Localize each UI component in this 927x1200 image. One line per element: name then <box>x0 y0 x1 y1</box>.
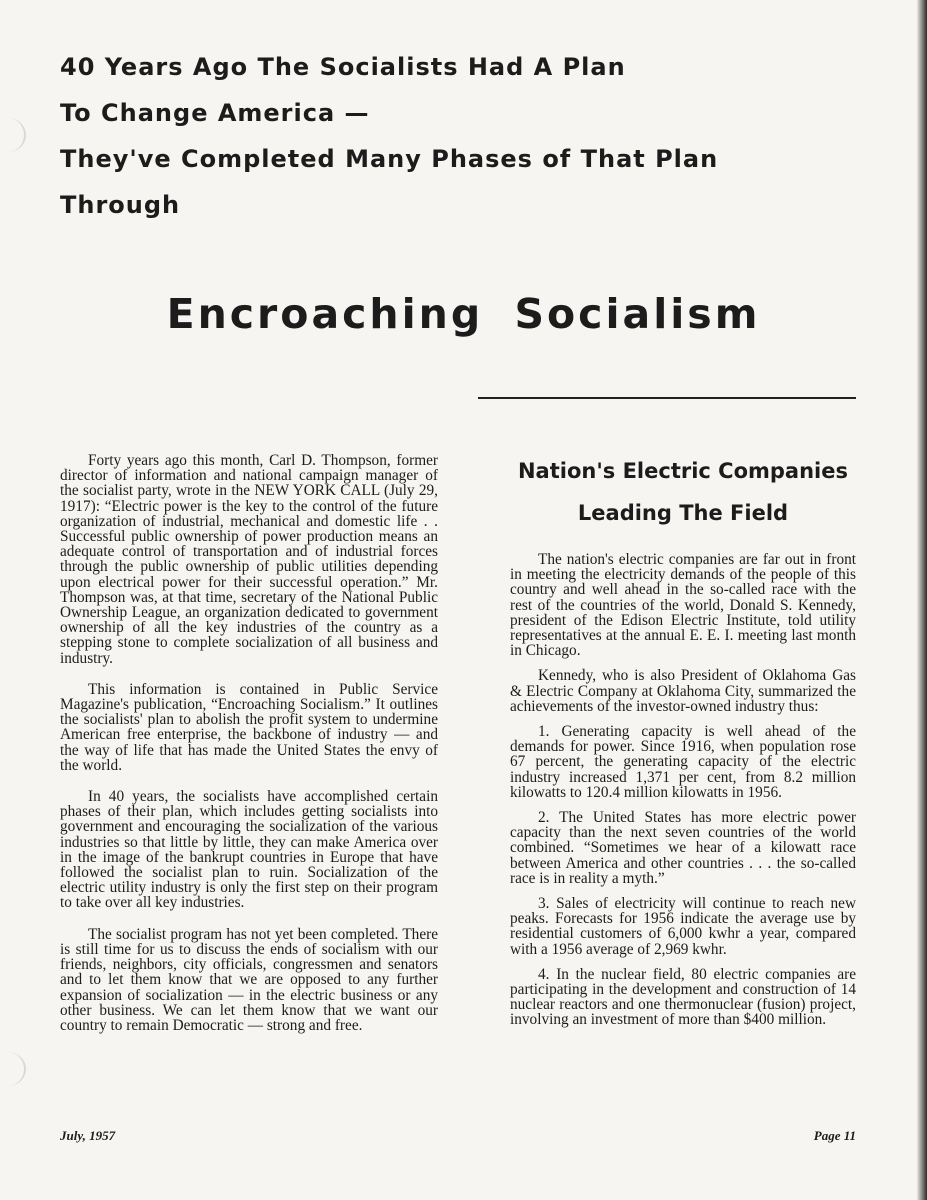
paragraph: This information is contained in Public Service Magazine's publication, “Encroaching Socialism.” It outlines the socialists' plan to abolish the profit system to undermine American free enterprise, the backbone of industry — and the way of life that has made the United States the envy of the world. <box>60 680 438 774</box>
paragraph: Forty years ago this month, Carl D. Thompson, former director of information and national campaign manager of the socialist party, wrote in the NEW YORK CALL (July 29, 1917): “Electric power is the key to the control of the future organization of industrial, mechanical and domestic life . . Successful public ownership of power production means an adequate control of transportation and of industrial forces through the public ownership of public utilities depending upon electrical power for their successful operation.” Mr. Thompson was, at that time, secretary of the National Public Ownership League, an organization dedicated to government ownership of all the key industries of the country as a stepping stone to complete socialization of all business and industry. <box>60 452 438 667</box>
paragraph: 1. Generating capacity is well ahead of the demands for power. Since 1916, when population rose 67 percent, the generating capacity of the electric industry increased 1,371 per cent, from 8.2 million kilowatts to 120.4 million kilowatts in 1956. <box>510 723 856 801</box>
paragraph: The socialist program has not yet been completed. There is still time for us to discuss the ends of socialism with our friends, neighbors, city officials, congressmen and senators and to let them know that we are opposed to any further expansion of socialization — in the electric business or any other business. We can let them know that we want our country to remain Democratic — strong and free. <box>60 925 438 1034</box>
divider-rule <box>478 397 856 399</box>
page-number: Page 11 <box>813 1128 856 1143</box>
left-column <box>60 453 438 1033</box>
headline-line: They've Completed Many Phases of That Plan <box>60 145 719 173</box>
subhead-line: Leading The Field <box>577 501 789 525</box>
headline <box>60 44 718 228</box>
binder-hole <box>0 1052 26 1086</box>
subhead-line: Nation's Electric Companies <box>517 459 848 483</box>
binder-hole <box>0 118 26 152</box>
article-title: Encroaching Socialism <box>166 290 761 338</box>
headline-line: To Change America — <box>60 99 370 127</box>
page-edge-shadow <box>917 0 927 1200</box>
paragraph: The nation's electric companies are far out in front in meeting the electricity demands of the people of this country and well ahead in the so-called race with the rest of the countries of the world, Donald S. Kennedy, president of the Edison Electric Institute, told utility representatives at the annual E. E. I. meeting last month in Chicago. <box>510 551 856 660</box>
paragraph: 4. In the nuclear field, 80 electric companies are participating in the development and construction of 14 nuclear reactors and one thermonuclear (fusion) project, involving an investment of more than $400 million. <box>510 965 856 1029</box>
right-column <box>510 552 856 1028</box>
paragraph: In 40 years, the socialists have accomplished certain phases of their plan, which includes getting socialists into government and encouraging the socialization of the various industries so that little by little, they can make America over in the image of the bankrupt countries in Europe that have followed the socialist plan to ruin. Socialization of the electric utility industry is only the first step on their program to take over all key industries. <box>60 788 438 912</box>
paragraph: Kennedy, who is also President of Oklahoma Gas & Electric Company at Oklahoma City, summarized the achievements of the investor-owned industry thus: <box>510 667 856 715</box>
footer-date: July, 1957 <box>60 1128 116 1143</box>
headline-line: Through <box>60 191 181 219</box>
section-subhead <box>478 450 888 534</box>
headline-line: 40 Years Ago The Socialists Had A Plan <box>60 53 626 81</box>
paragraph: 3. Sales of electricity will continue to reach new peaks. Forecasts for 1956 indicate the average use by residential customers of 6,000 kwhr a year, compared with a 1956 average of 2,969 kwhr. <box>510 895 856 958</box>
paragraph: 2. The United States has more electric power capacity than the next seven countries of the world combined. “Sometimes we hear of a kilowatt race between America and other countries . . . the so-called race is in reality a myth.” <box>510 809 856 887</box>
